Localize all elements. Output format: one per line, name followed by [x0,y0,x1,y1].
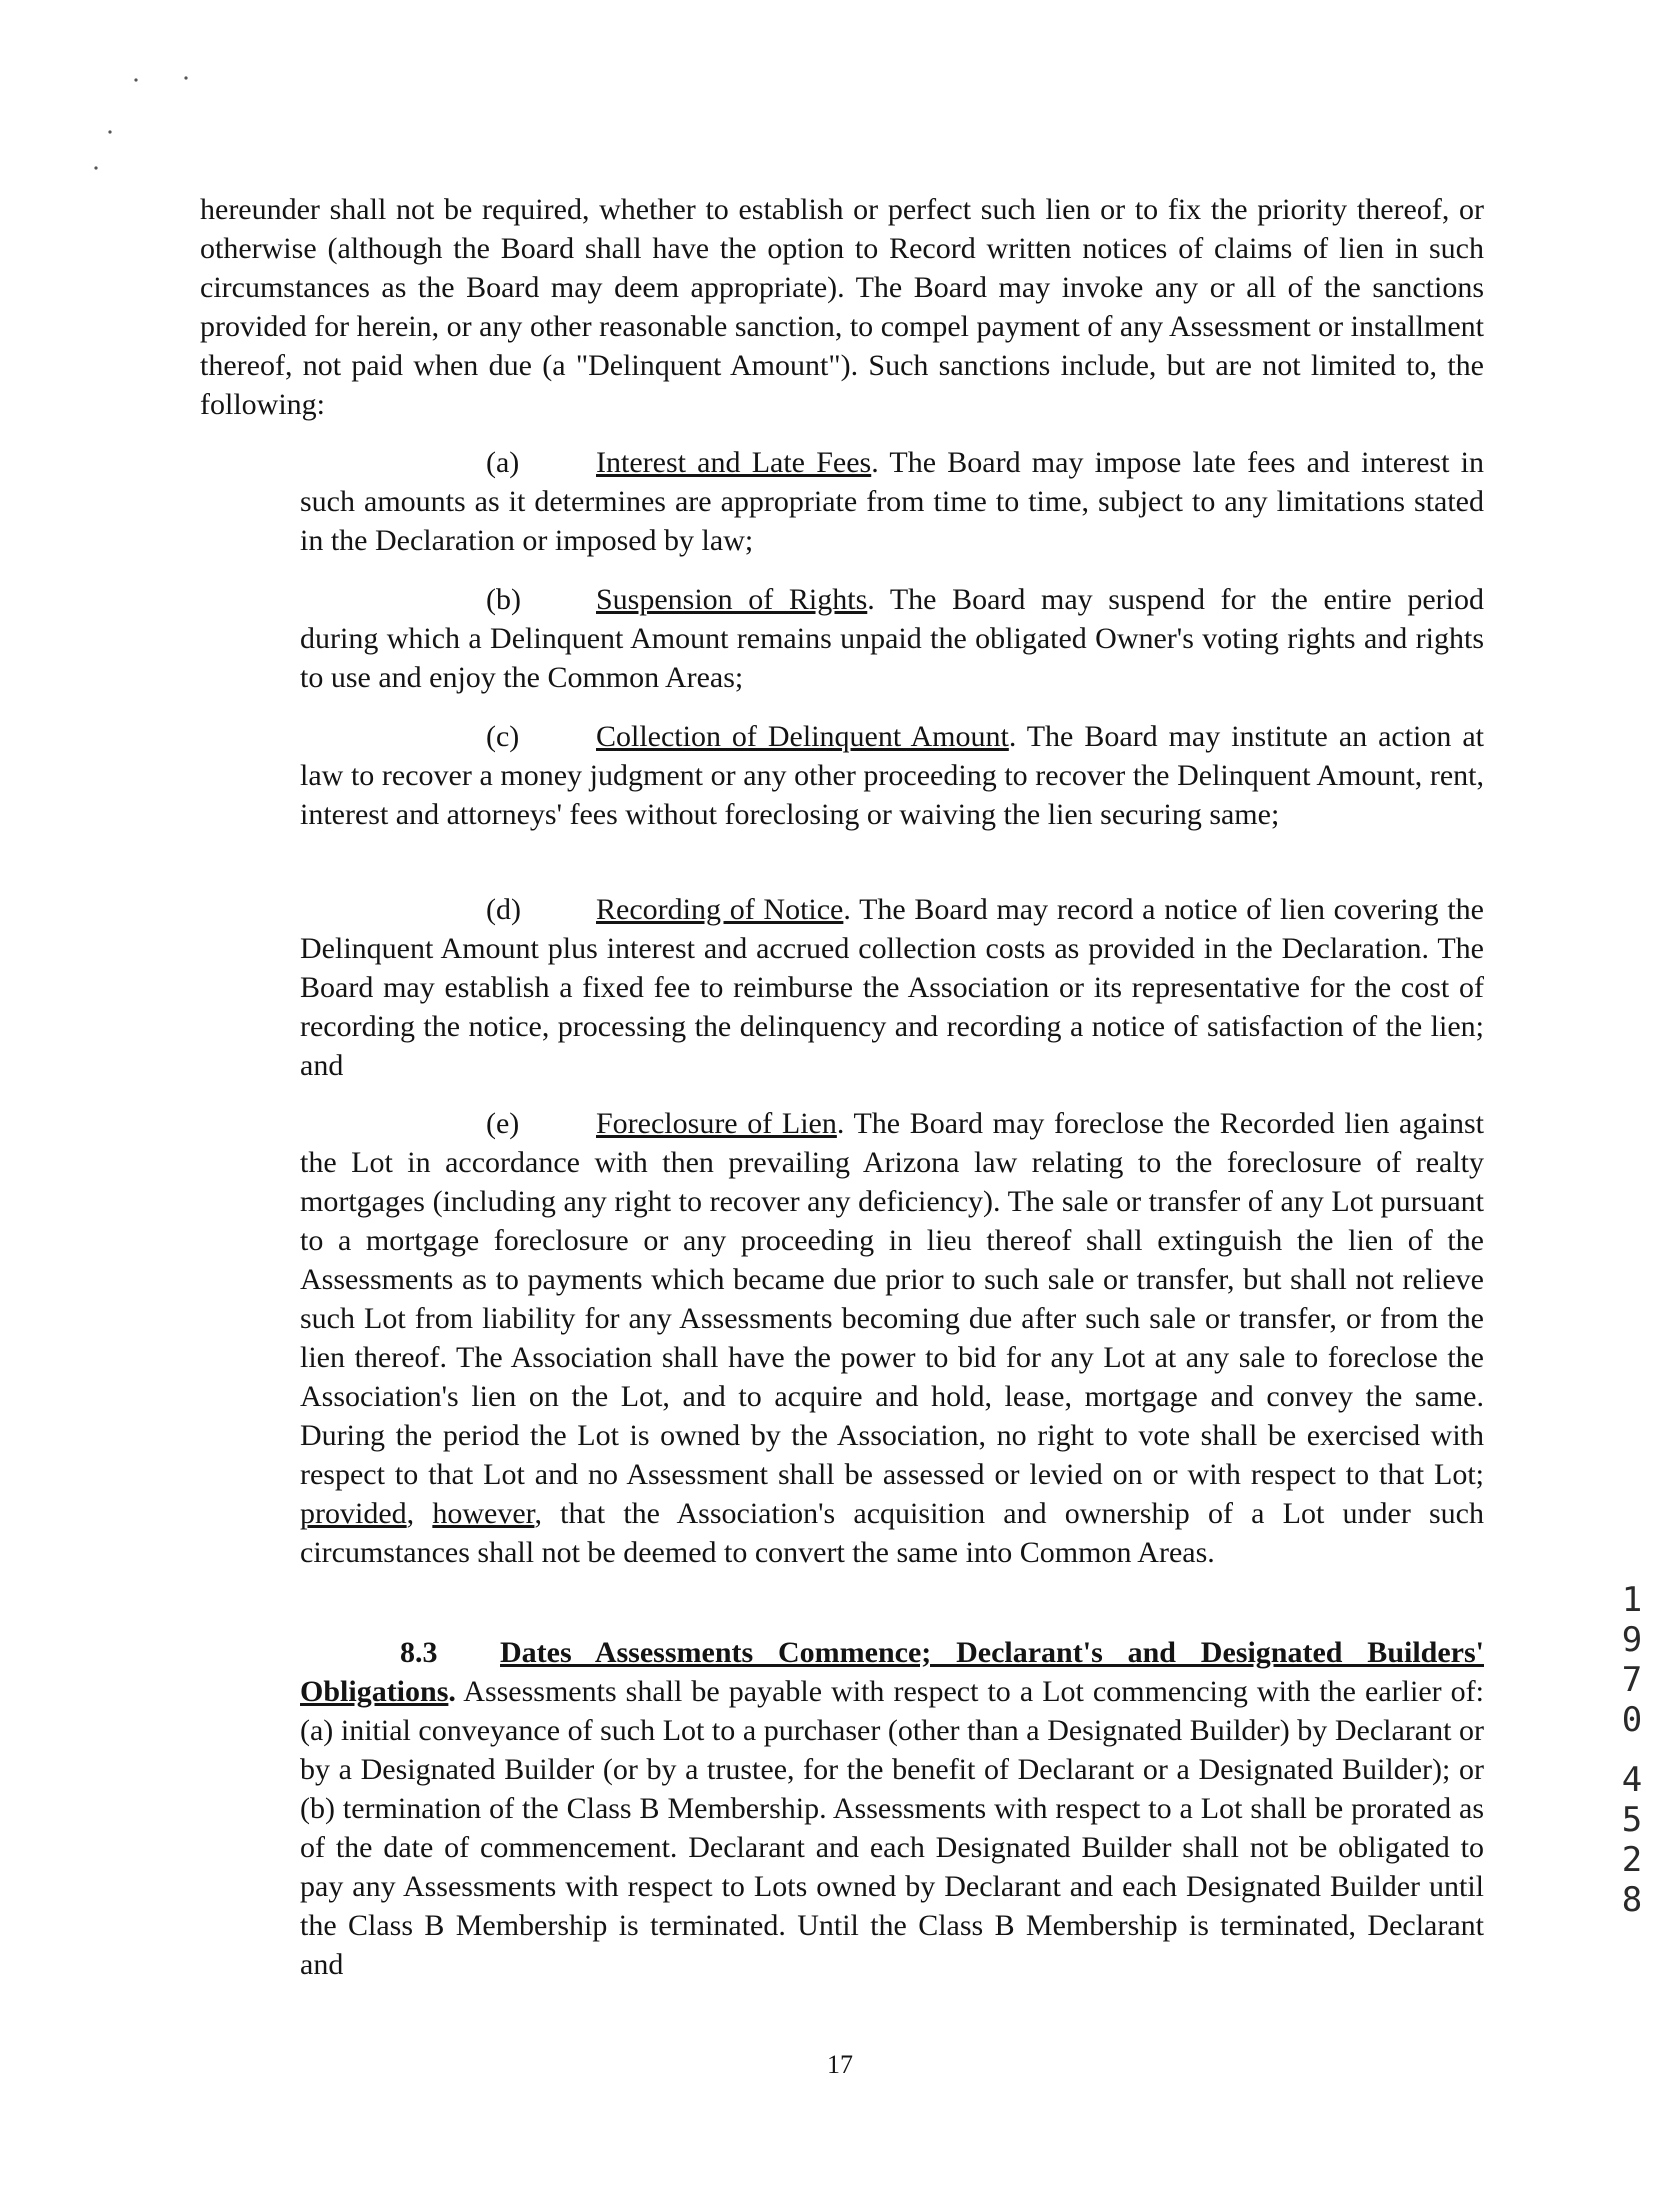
stamp-digit: 1 [1621,1580,1643,1620]
scan-speck [184,76,187,79]
recording-stamp-bottom [1612,1760,1652,1920]
sanction-b: (b) Suspension of Rights. The Board may suspend for the entire period during which a Delinquent Amount remains unpaid the obligated Owner's voting rights and rights to use and enjoy the Common Areas; [300,580,1484,697]
stamp-digit: 8 [1621,1880,1643,1920]
sanction-d-body: The Board may record a notice of lien covering the Delinquent Amount plus interest and accrued collection costs as provided in the Declaration. The Board may establish a fixed fee to reimburse the Association or its representative for the cost of recording the notice, processing the delinquency and recording a notice of satisfaction of the lien; and [300,893,1484,1082]
recording-stamp-top [1612,1580,1652,1740]
sanction-e-tail: , that the Association's acquisition and ownership of a Lot under such circumstances shall not be deemed to convert the same into Common Areas. [300,1497,1484,1569]
proviso-however: however [432,1497,535,1530]
section-8-3: 8.3 Dates Assessments Commence; Declarant's and Designated Builders' Obligations. Assessments shall be payable with respect to a Lot commencing with the earlier of: (a) initial conveyance of such Lot to a purchaser (other than a Designated Builder) by Declarant or by a Designated Builder (or by a trustee, for the benefit of Declarant or a Designated Builder); or (b) termination of the Class B Membership. Assessments with respect to a Lot shall be prorated as of the date of commencement. Declarant and each Designated Builder shall not be obligated to pay any Assessments with respect to Lots owned by Declarant and each Designated Builder until the Class B Membership is terminated. Until the Class B Membership is terminated, Declarant and [300,1633,1484,1984]
sanction-d-label: (d) [486,893,521,926]
scan-specks [80,70,220,180]
scan-speck [94,166,97,169]
sanction-d-title: Recording of Notice [596,893,844,926]
sanction-d: (d) Recording of Notice. The Board may record a notice of lien covering the Delinquent Amount plus interest and accrued collection costs as provided in the Declaration. The Board may establish a fixed fee to reimburse the Association or its representative for the cost of recording the notice, processing the delinquency and recording a notice of satisfaction of the lien; and [300,890,1484,1085]
stamp-digit: 2 [1621,1840,1643,1880]
scan-speck [108,130,111,133]
sanction-b-title: Suspension of Rights [596,583,868,616]
page-number: 17 [827,2050,853,2079]
sanction-e: (e) Foreclosure of Lien. The Board may foreclose the Recorded lien against the Lot in accordance with then prevailing Arizona law relating to the foreclosure of realty mortgages (including any right to recover any deficiency). The sale or transfer of any Lot pursuant to a mortgage foreclosure or any proceeding in lieu thereof shall extinguish the lien of the Assessments as to payments which became due prior to such sale or transfer, but shall not relieve such Lot from liability for any Assessments becoming due after such sale or transfer, or from the lien thereof. The Association shall have the power to bid for any Lot at any sale to foreclose the Association's lien on the Lot, and to acquire and hold, lease, mortgage and convey the same. During the period the Lot is owned by the Association, no right to vote shall be exercised with respect to that Lot and no Assessment shall be assessed or levied on or with respect to that Lot; provided, however, that the Association's acquisition and ownership of a Lot under such circumstances shall not be deemed to convert the same into Common Areas. [300,1104,1484,1572]
section-8-3-title: Dates Assessments Commence; Declarant's and Designated Builders' Obligations [300,1636,1484,1708]
sanction-c: (c) Collection of Delinquent Amount. The Board may institute an action at law to recover a money judgment or any other proceeding to recover the Delinquent Amount, rent, interest and attorneys' fees without foreclosing or waiving the lien securing same; [300,717,1484,834]
stamp-digit: 5 [1621,1800,1643,1840]
sanction-a-title: Interest and Late Fees [596,446,872,479]
sanction-e-body: The Board may foreclose the Recorded lien against the Lot in accordance with then prevailing Arizona law relating to the foreclosure of realty mortgages (including any right to recover any deficiency). The sale or transfer of any Lot pursuant to a mortgage foreclosure or any proceeding in lieu thereof shall extinguish the lien of the Assessments as to payments which became due prior to such sale or transfer, but shall not relieve such Lot from liability for any Assessments becoming due after such sale or transfer, or from the lien thereof. The Association shall have the power to bid for any Lot at any sale to foreclose the Association's lien on the Lot, and to acquire and hold, lease, mortgage and convey the same. During the period the Lot is owned by the Association, no right to vote shall be exercised with respect to that Lot and no Assessment shall be assessed or levied on or with respect to that Lot; [300,1107,1484,1491]
sanction-c-title: Collection of Delinquent Amount [596,720,1009,753]
sanction-a-label: (a) [486,446,520,479]
scan-speck [134,78,137,81]
stamp-digit: 4 [1621,1760,1643,1800]
sanction-e-title: Foreclosure of Lien [596,1107,837,1140]
sanction-c-body: The Board may institute an action at law to recover a money judgment or any other proceeding to recover the Delinquent Amount, rent, interest and attorneys' fees without foreclosing or waiving the lien securing same; [300,720,1484,831]
stamp-digit: 0 [1621,1700,1643,1740]
sanction-c-label: (c) [486,720,520,753]
sanction-a: (a) Interest and Late Fees. The Board may impose late fees and interest in such amounts as it determines are appropriate from time to time, subject to any limitations stated in the Declaration or imposed by law; [300,443,1484,560]
section-8-3-number: 8.3 [400,1636,438,1669]
proviso-separator: , [406,1497,433,1530]
stamp-digit: 9 [1621,1620,1643,1660]
intro-paragraph: hereunder shall not be required, whether to establish or perfect such lien or to fix the priority thereof, or otherwise (although the Board shall have the option to Record written notices of claims of lien in such circumstances as the Board may deem appropriate). The Board may invoke any or all of the sanctions provided for herein, or any other reasonable sanction, to compel payment of any Assessment or installment thereof, not paid when due (a "Delinquent Amount"). Such sanctions include, but are not limited to, the following: [200,193,1484,421]
sanction-e-label: (e) [486,1107,520,1140]
sanction-a-body: The Board may impose late fees and interest in such amounts as it determines are appropriate from time to time, subject to any limitations stated in the Declaration or imposed by law; [300,446,1484,557]
section-8-3-body: Assessments shall be payable with respect to a Lot commencing with the earlier of: (a) initial conveyance of such Lot to a purchaser (other than a Designated Builder) by Declarant or by a Designated Builder (or by a trustee, for the benefit of Declarant or a Designated Builder); or (b) termination of the Class B Membership. Assessments with respect to a Lot shall be prorated as of the date of commencement. Declarant and each Designated Builder shall not be obligated to pay any Assessments with respect to Lots owned by Declarant and each Designated Builder until the Class B Membership is terminated. Until the Class B Membership is terminated, Declarant and [300,1675,1484,1981]
sanction-b-label: (b) [486,583,521,616]
stamp-digit: 7 [1621,1660,1643,1700]
proviso-provided: provided [300,1497,407,1530]
sanction-b-body: The Board may suspend for the entire period during which a Delinquent Amount remains unpaid the obligated Owner's voting rights and rights to use and enjoy the Common Areas; [300,583,1484,694]
